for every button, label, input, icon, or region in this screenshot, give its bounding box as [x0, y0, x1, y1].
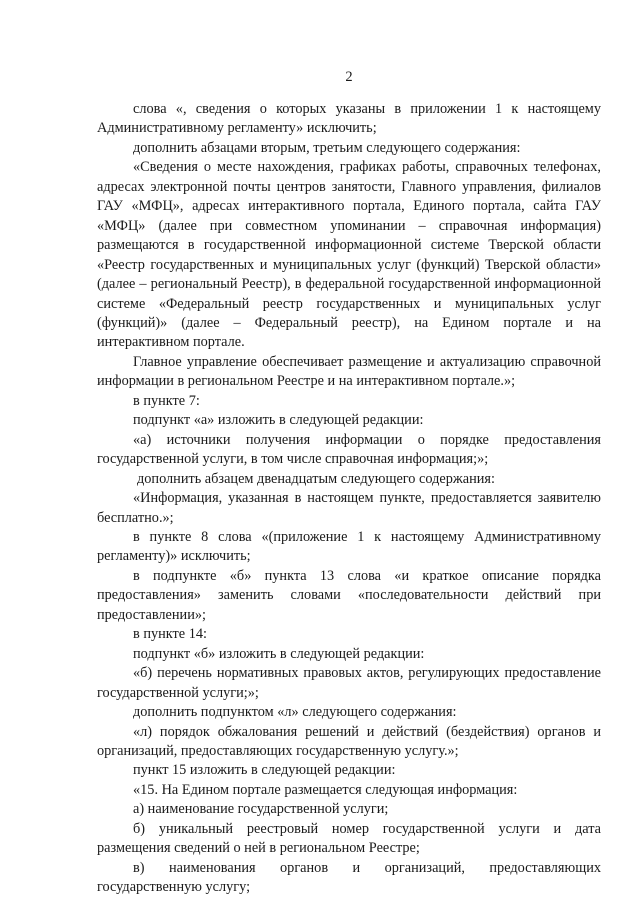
page-number: 2	[345, 69, 353, 85]
paragraph: Главное управление обеспечивает размещение и актуализацию справочной информации в региональном Реестре и на интерактивном портале.»;	[97, 353, 601, 390]
paragraph: в пункте 8 слова «(приложение 1 к настоящему Административному регламенту)» исключить;	[97, 528, 601, 565]
document-page	[97, 68, 601, 898]
paragraph: «15. На Едином портале размещается следующая информация:	[133, 781, 518, 798]
paragraph: б) уникальный реестровый номер государственной услуги и дата размещения сведений о ней в региональном Реестре;	[97, 820, 601, 857]
paragraph: пункт 15 изложить в следующей редакции:	[133, 762, 396, 779]
paragraph: а) наименование государственной услуги;	[133, 801, 389, 818]
paragraph: «а) источники получения информации о порядке предоставления государственной услуги, в том числе справочная информация;»;	[97, 431, 601, 468]
paragraph: подпункт «б» изложить в следующей редакции:	[133, 645, 425, 662]
paragraph: слова «, сведения о которых указаны в приложении 1 к настоящему Административному регламенту» исключить;	[97, 101, 601, 137]
paragraph: «л) порядок обжалования решений и действий (бездействия) органов и организаций, предоставляющих государственную услугу.»;	[97, 723, 601, 759]
paragraph: «Сведения о месте нахождения, графиках работы, справочных телефонах, адресах электронной почты центров занятости, Главного управления, филиалов ГАУ «МФЦ», адресах интерактивного портала, Единого портала, сайта ГАУ «МФЦ» (далее при совместном упоминании – справочная информация) размещаются в государственной информационной системе Тверской области «Реестр государственных и муниципальных услуг (функций) Тверской области» (далее – региональный Реестр), в федеральной государственной информационной системе «Федеральный реестр государственных и муниципальных услуг (функций)» (далее – Федеральный реестр), на Едином портале и на интерактивном портале.	[97, 159, 601, 351]
paragraph: подпункт «а» изложить в следующей редакции:	[133, 412, 424, 429]
paragraph: дополнить абзацами вторым, третьим следующего содержания:	[133, 139, 521, 156]
paragraph: дополнить подпунктом «л» следующего содержания:	[133, 704, 457, 721]
paragraph: в пункте 7:	[133, 392, 200, 409]
paragraph: в) наименования органов и организаций, предоставляющих государственную услугу;	[97, 859, 601, 896]
paragraph: в пункте 14:	[133, 626, 207, 643]
paragraph: «Информация, указанная в настоящем пункте, предоставляется заявителю бесплатно.»;	[97, 490, 601, 526]
paragraph: «б) перечень нормативных правовых актов, регулирующих предоставление государственной услуги;»;	[97, 665, 601, 701]
paragraph: дополнить абзацем двенадцатым следующего содержания:	[137, 470, 495, 487]
paragraph: в подпункте «б» пункта 13 слова «и краткое описание порядка предоставления» заменить словами «последовательности действий при предоставлении»;	[97, 567, 601, 623]
